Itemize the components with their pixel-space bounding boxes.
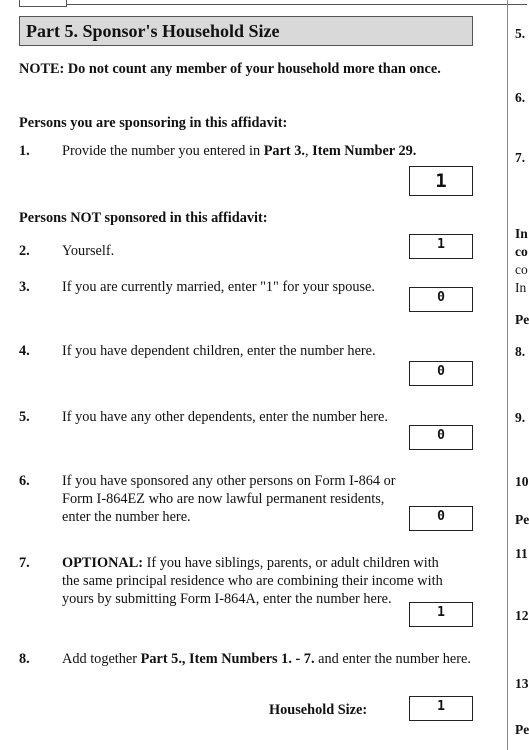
item-text: Add together Part 5., Item Numbers 1. - 7. and enter the number here. — [62, 651, 471, 667]
top-rule — [66, 4, 527, 5]
item-number: 4. — [19, 343, 30, 359]
column-divider — [507, 0, 508, 750]
clipped-label: co — [515, 262, 528, 277]
note-text: NOTE: Do not count any member of your household more than once. — [19, 61, 441, 77]
adjacent-column-clip — [507, 0, 527, 750]
clipped-label: Pe — [515, 512, 529, 527]
clipped-label: co — [515, 244, 528, 259]
clipped-label: 12 — [515, 608, 529, 623]
item-number: 6. — [19, 473, 30, 489]
clipped-label: 10 — [515, 474, 529, 489]
item-number: 5. — [19, 409, 30, 425]
part-5-header: Part 5. Sponsor's Household Size — [19, 16, 473, 46]
section-sponsored-heading: Persons you are sponsoring in this affidavit: — [19, 115, 288, 131]
clipped-label: 8. — [515, 344, 526, 359]
item-2-input[interactable]: 1 — [409, 234, 473, 259]
item-number: 7. — [19, 555, 30, 571]
item-5-input[interactable]: 0 — [409, 425, 473, 450]
item-text: Provide the number you entered in Part 3., Item Number 29. — [62, 143, 417, 159]
item-number: 8. — [19, 651, 30, 667]
item-text: OPTIONAL: If you have siblings, parents, or adult children with the same principal residence who are combining their income with yours by submitting Form I-864A, enter the number here. — [62, 555, 443, 607]
clipped-label: In — [515, 280, 527, 295]
item-number: 3. — [19, 279, 30, 295]
clipped-label: 11 — [515, 546, 528, 561]
clipped-label: In — [515, 226, 528, 241]
item-1-input[interactable]: 1 — [409, 166, 473, 196]
item-text: Yourself. — [62, 243, 115, 259]
item-text: If you are currently married, enter "1" for your spouse. — [62, 279, 375, 295]
top-tab — [19, 0, 67, 7]
item-number: 2. — [19, 243, 30, 259]
clipped-label: Pe — [515, 722, 529, 737]
clipped-label: Pe — [515, 312, 529, 327]
item-3-input[interactable]: 0 — [409, 287, 473, 312]
section-not-sponsored-heading: Persons NOT sponsored in this affidavit: — [19, 210, 268, 226]
item-6-input[interactable]: 0 — [409, 506, 473, 531]
item-text: If you have dependent children, enter the number here. — [62, 343, 376, 359]
part-5-column — [19, 16, 473, 718]
household-size-input[interactable]: 1 — [409, 696, 473, 721]
item-1 — [19, 142, 473, 182]
item-7-input[interactable]: 1 — [409, 602, 473, 627]
clipped-label: 5. — [515, 26, 526, 41]
clipped-label: 6. — [515, 90, 526, 105]
clipped-label: 13 — [515, 676, 529, 691]
top-border — [0, 0, 527, 8]
item-text: If you have sponsored any other persons on Form I-864 or Form I-864EZ who are now lawful permanent residents, enter the number here. — [62, 473, 396, 525]
item-text: If you have any other dependents, enter the number here. — [62, 409, 388, 425]
clipped-label: 7. — [515, 150, 526, 165]
household-size-label: Household Size: — [269, 702, 368, 718]
item-4-input[interactable]: 0 — [409, 361, 473, 386]
item-number: 1. — [19, 143, 30, 159]
clipped-label: 9. — [515, 410, 526, 425]
